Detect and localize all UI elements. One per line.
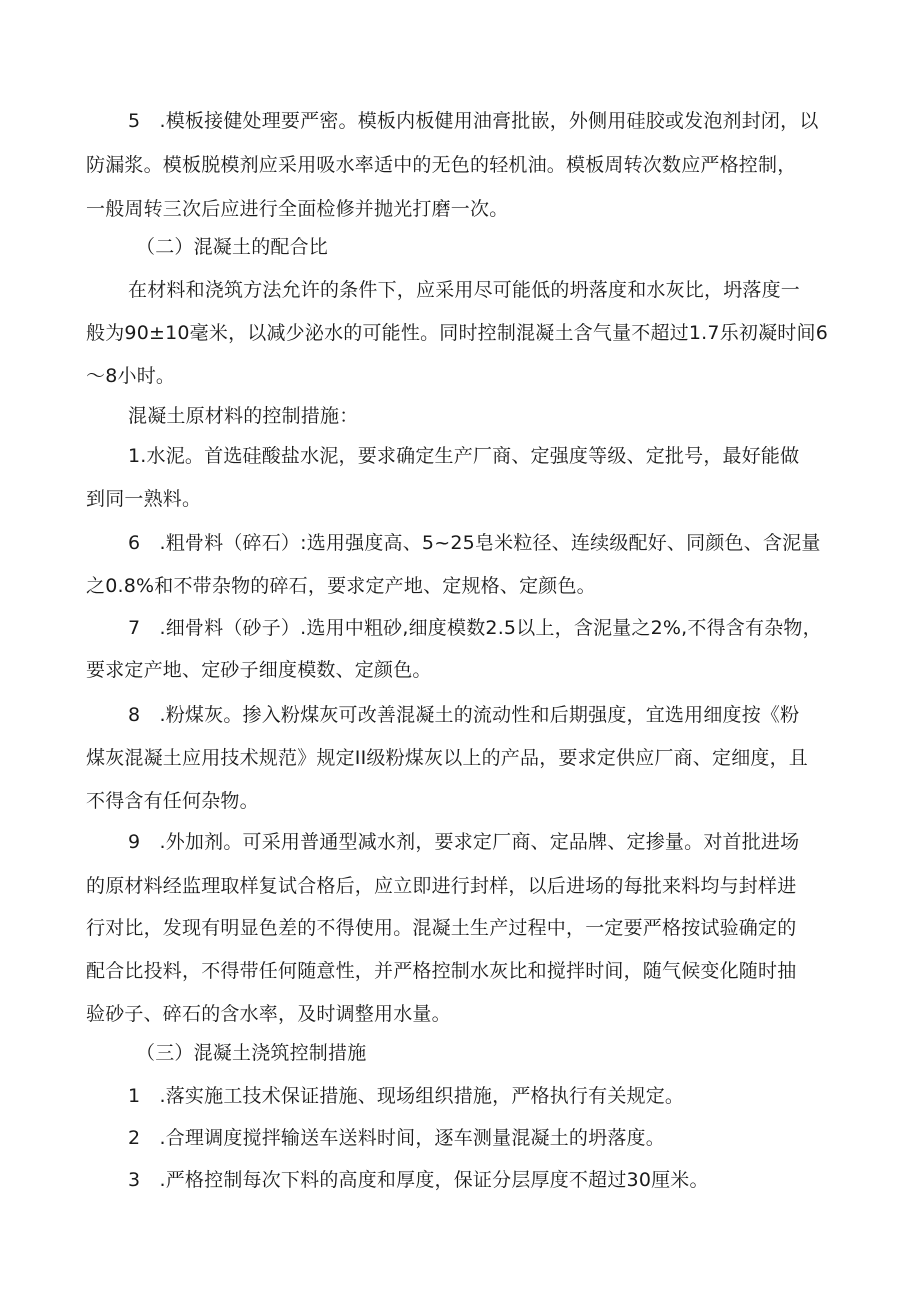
paragraph-line: 5 .模板接健处理要严密。模板内板健用油膏批嵌，外侧用硅胶或发泡剂封闭，以 bbox=[128, 110, 819, 132]
paragraph-line: 混凝土原材料的控制措施： bbox=[128, 405, 359, 427]
paragraph-line: 3 .严格控制每次下料的高度和厚度，保证分层厚度不超过30厘米。 bbox=[128, 1169, 709, 1191]
paragraph-line: 要求定产地、定砂子细度模数、定颜色。 bbox=[86, 659, 432, 681]
paragraph-line: 防漏浆。模板脱模剂应采用吸水率适中的无色的轻机油。模板周转次数应严格控制， bbox=[86, 154, 797, 176]
paragraph-line: 般为90±10毫米，以减少泌水的可能性。同时控制混凝土含气量不超过1.7乐初凝时间6 bbox=[86, 322, 828, 344]
paragraph-line: 8 .粉煤灰。掺入粉煤灰可改善混凝土的流动性和后期强度，宜选用细度按《粉 bbox=[128, 704, 800, 726]
paragraph-line: 之0.8%和不带杂物的碎石，要求定产地、定规格、定颜色。 bbox=[86, 575, 596, 597]
paragraph-line: 6 .粗骨料（碎石）:选用强度高、5~25皂米粒径、连续级配好、同颜色、含泥量 bbox=[128, 532, 821, 554]
section-heading: （二）混凝土的配合比 bbox=[136, 236, 329, 258]
paragraph-line: 1.水泥。首选硅酸盐水泥，要求确定生产厂商、定强度等级、定批号，最好能做 bbox=[128, 445, 800, 467]
paragraph-line: 9 .外加剂。可采用普通型减水剂，要求定厂商、定品牌、定掺量。对首批进场 bbox=[128, 831, 800, 853]
paragraph-line: 配合比投料，不得带任何随意性，并严格控制水灰比和搅拌时间，随气候变化随时抽 bbox=[86, 960, 797, 982]
paragraph-line: 1 .落实施工技术保证措施、现场组织措施，严格执行有关规定。 bbox=[128, 1085, 685, 1107]
paragraph-line: 不得含有任何杂物。 bbox=[86, 790, 259, 812]
paragraph-line: 的原材料经监理取样复试合格后，应立即进行封样，以后进场的每批来料均与封样进 bbox=[86, 875, 797, 897]
paragraph-line: 〜8小时。 bbox=[86, 365, 176, 387]
paragraph-line: 到同一熟料。 bbox=[86, 488, 202, 510]
paragraph-line: 7 .细骨料（砂子）.选用中粗砂,细度模数2.5以上，含泥量之2%,不得含有杂物， bbox=[128, 617, 822, 639]
paragraph-line: 在材料和浇筑方法允许的条件下，应采用尽可能低的坍落度和水灰比，坍落度一 bbox=[128, 279, 801, 301]
paragraph-line: 行对比，发现有明显色差的不得使用。混凝土生产过程中，一定要严格按试验确定的 bbox=[86, 917, 797, 939]
paragraph-line: 验砂子、碎石的含水率，及时调整用水量。 bbox=[86, 1003, 451, 1025]
paragraph-line: 煤灰混凝土应用技术规范》规定II级粉煤灰以上的产品，要求定供应厂商、定细度，且 bbox=[86, 747, 809, 769]
paragraph-line: 一般周转三次后应进行全面检修并抛光打磨一次。 bbox=[86, 198, 509, 220]
paragraph-line: 2 .合理调度搅拌输送车送料时间，逐车测量混凝土的坍落度。 bbox=[128, 1127, 665, 1149]
section-heading: （三）混凝土浇筑控制措施 bbox=[136, 1042, 367, 1064]
